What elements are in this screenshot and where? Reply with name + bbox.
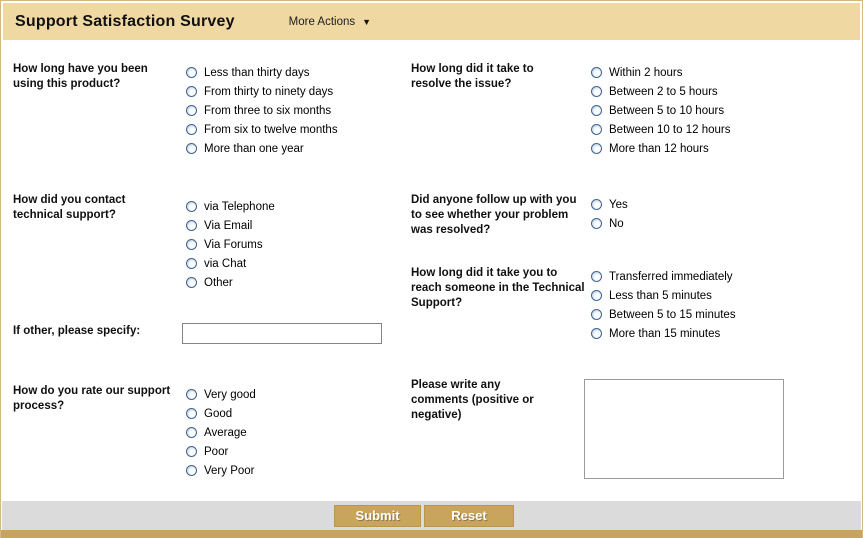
radio-icon[interactable] [186, 239, 197, 250]
question-label-resolve-time: How long did it take to resolve the issue? [411, 63, 534, 90]
radio-option[interactable] [186, 120, 338, 139]
radio-option[interactable] [186, 423, 256, 442]
radio-option-label: Good [204, 407, 233, 420]
radio-icon[interactable] [186, 389, 197, 400]
other-specify-input[interactable] [182, 323, 382, 344]
bottom-accent-bar [1, 530, 862, 538]
radio-option[interactable] [591, 324, 736, 343]
question-label-reach-time: How long did it take you to reach someone in the Technical Support? [411, 267, 585, 309]
radio-option-label: Very good [204, 388, 256, 401]
radio-group-contact-method [186, 197, 275, 292]
question-label-usage: How long have you been using this product? [13, 63, 148, 90]
radio-option[interactable] [591, 101, 730, 120]
radio-option-label: Within 2 hours [609, 66, 683, 79]
radio-option-label: From thirty to ninety days [204, 85, 334, 98]
radio-option-label: Via Email [204, 219, 253, 232]
comments-textarea[interactable] [584, 379, 784, 479]
radio-icon[interactable] [186, 67, 197, 78]
question-label-rating: How do you rate our support process? [13, 385, 171, 412]
radio-option[interactable] [591, 120, 730, 139]
radio-option[interactable] [591, 63, 730, 82]
radio-option[interactable] [186, 385, 256, 404]
radio-icon[interactable] [186, 408, 197, 419]
radio-icon[interactable] [591, 271, 602, 282]
radio-icon[interactable] [186, 86, 197, 97]
radio-option-label: via Telephone [204, 200, 275, 213]
radio-option-label: Poor [204, 445, 229, 458]
radio-option[interactable] [186, 197, 275, 216]
radio-option-label: Less than thirty days [204, 66, 310, 79]
radio-option-label: More than 12 hours [609, 142, 709, 155]
radio-icon[interactable] [186, 446, 197, 457]
radio-option-label: From six to twelve months [204, 123, 338, 136]
radio-icon[interactable] [591, 218, 602, 229]
radio-option-label: Between 5 to 10 hours [609, 104, 725, 117]
more-actions-menu[interactable] [289, 16, 371, 28]
question-label-other-specify: If other, please specify: [13, 325, 141, 337]
radio-option-label: Transferred immediately [609, 270, 733, 283]
radio-option-label: Average [204, 426, 247, 439]
radio-option-label: Very Poor [204, 464, 255, 477]
radio-option[interactable] [186, 63, 338, 82]
radio-icon[interactable] [186, 105, 197, 116]
radio-icon[interactable] [591, 105, 602, 116]
question-label-contact-method: How did you contact technical support? [13, 194, 126, 221]
radio-option-label: More than 15 minutes [609, 327, 721, 340]
radio-icon[interactable] [591, 309, 602, 320]
radio-option[interactable] [591, 305, 736, 324]
radio-option[interactable] [186, 254, 275, 273]
radio-option[interactable] [186, 235, 275, 254]
radio-option-label: No [609, 217, 624, 230]
radio-icon[interactable] [186, 124, 197, 135]
radio-option[interactable] [591, 214, 628, 233]
radio-option[interactable] [591, 82, 730, 101]
radio-option[interactable] [186, 461, 256, 480]
question-label-follow-up: Did anyone follow up with you to see whether your problem was resolved? [411, 194, 577, 236]
radio-option-label: More than one year [204, 142, 304, 155]
radio-option-label: From three to six months [204, 104, 332, 117]
radio-option[interactable] [186, 273, 275, 292]
radio-icon[interactable] [591, 67, 602, 78]
radio-icon[interactable] [186, 220, 197, 231]
radio-group-reach-time [591, 267, 736, 343]
submit-button[interactable]: Submit [334, 505, 421, 527]
radio-option-label: via Chat [204, 257, 247, 270]
radio-option[interactable] [186, 442, 256, 461]
radio-option[interactable] [186, 82, 338, 101]
radio-option[interactable] [591, 286, 736, 305]
chevron-down-icon: ▼ [362, 16, 372, 27]
reset-button[interactable]: Reset [424, 505, 514, 527]
radio-option[interactable] [591, 267, 736, 286]
radio-icon[interactable] [591, 124, 602, 135]
radio-option-label: Via Forums [204, 238, 263, 251]
radio-option[interactable] [186, 404, 256, 423]
radio-icon[interactable] [186, 277, 197, 288]
radio-icon[interactable] [591, 290, 602, 301]
radio-option[interactable] [591, 139, 730, 158]
radio-group-usage [186, 63, 338, 158]
radio-icon[interactable] [186, 143, 197, 154]
radio-icon[interactable] [591, 143, 602, 154]
radio-option-label: Less than 5 minutes [609, 289, 712, 302]
header-bar [3, 3, 860, 40]
more-actions-label: More Actions [288, 15, 356, 28]
radio-option-label: Between 2 to 5 hours [609, 85, 718, 98]
radio-option[interactable] [186, 139, 338, 158]
radio-option[interactable] [186, 216, 275, 235]
page-title: Support Satisfaction Survey [15, 12, 235, 30]
radio-icon[interactable] [186, 465, 197, 476]
radio-option-label: Between 5 to 15 minutes [609, 308, 736, 321]
radio-group-rating [186, 385, 256, 480]
radio-group-follow-up [591, 195, 628, 233]
radio-option[interactable] [186, 101, 338, 120]
radio-group-resolve-time [591, 63, 730, 158]
radio-option-label: Between 10 to 12 hours [609, 123, 731, 136]
radio-icon[interactable] [186, 258, 197, 269]
radio-option-label: Yes [609, 198, 628, 211]
radio-icon[interactable] [591, 328, 602, 339]
question-label-comments: Please write any comments (positive or negative) [411, 379, 534, 421]
radio-icon[interactable] [186, 201, 197, 212]
radio-icon[interactable] [186, 427, 197, 438]
radio-option-label: Other [204, 276, 233, 289]
radio-icon[interactable] [591, 199, 602, 210]
radio-icon[interactable] [591, 86, 602, 97]
radio-option[interactable] [591, 195, 628, 214]
